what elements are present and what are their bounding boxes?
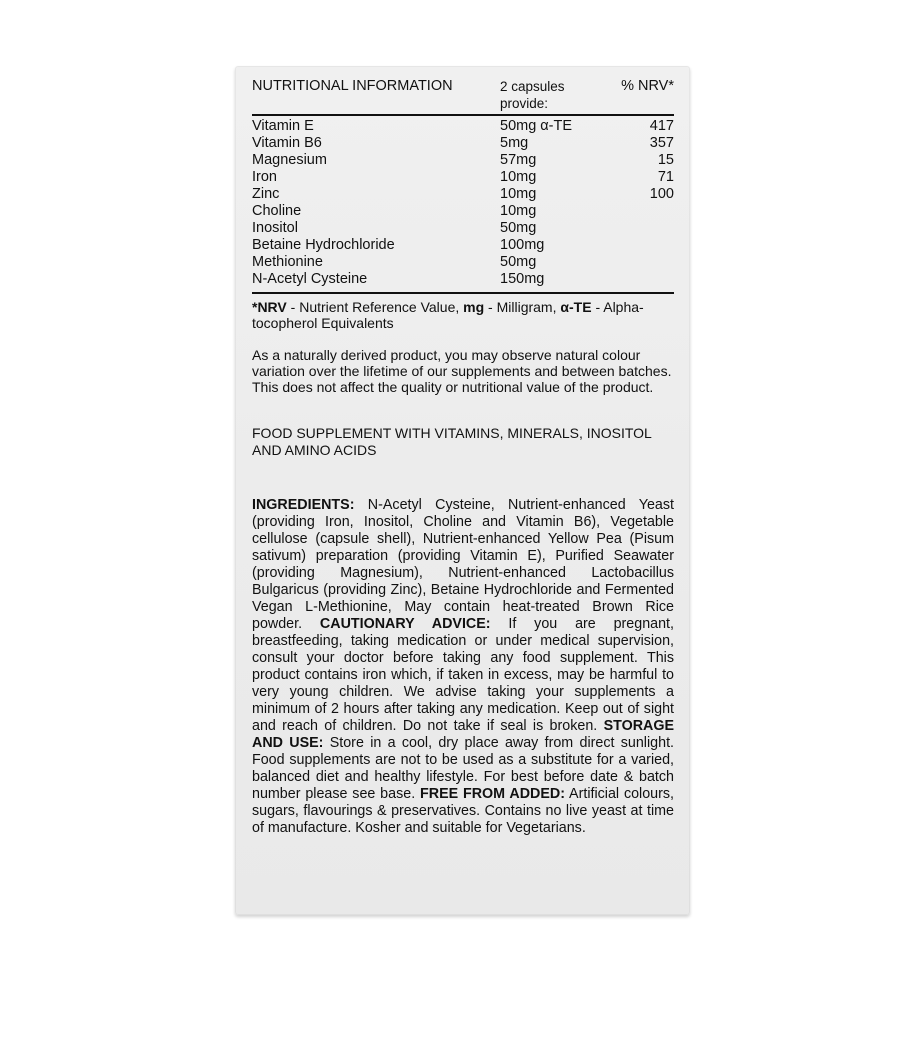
ingredients-block: INGREDIENTS: N-Acetyl Cysteine, Nutrient-enhanced Yeast (providing Iron, Inositol, Choline and Vitamin B6), Vegetable cellulose (capsule shell), Nutrient-enhanced Yellow Pea (Pisum sativum) preparation (providing Vitamin E), Purified Seawater (providing Magnesium), Nutrient-enhanced Lactobacillus Bulgaricus (providing Zinc), Betaine Hydrochloride and Fermented Vegan L-Methionine, May contain heat-treated Brown Rice powder. CAUTIONARY ADVICE: If you are pregnant, breastfeeding, taking medication or under medical supervision, consult your doctor before taking any food supplement. This product contains iron which, if taken in excess, may be harmful to very young children. We advise taking your supplements a minimum of 2 hours after taking any medication. Keep out of sight and reach of children. Do not take if seal is broken. STORAGE AND USE: Store in a cool, dry place away from direct sunlight. Food supplements are not to be used as a substitute for a varied, balanced diet and healthy lifestyle. For best before date & batch number please see base. FREE FROM ADDED: Artificial colours, sugars, flavourings & preservatives. Contains no live yeast at time of manufacture. Kosher and suitable for Vegetarians. — [252, 497, 675, 836]
table-row: Zinc 10mg 100 — [252, 186, 674, 202]
ingredients-heading: INGREDIENTS: — [252, 497, 355, 513]
table-row: N-Acetyl Cysteine 150mg — [252, 271, 545, 287]
nutrition-table-header — [252, 78, 674, 116]
nutrition-table-body — [252, 116, 674, 294]
table-row: Inositol 50mg — [252, 220, 537, 236]
label-content — [252, 78, 674, 837]
table-row: Betaine Hydrochloride 100mg — [252, 237, 545, 253]
colour-variation-note: As a naturally derived product, you may observe natural colour variation over the lifetime of our supplements and between batches. This does not affect the quality or nutritional value of the product. — [252, 347, 672, 395]
table-row: Vitamin B6 5mg 357 — [252, 135, 674, 151]
caution-heading: CAUTIONARY ADVICE: — [319, 616, 491, 632]
table-row: Methionine 50mg — [252, 254, 537, 270]
nrv-footnote: *NRV - Nutrient Reference Value, mg - Milligram, α-TE - Alpha-tocopherol Equivalents — [252, 299, 644, 331]
table-row: Iron 10mg 71 — [252, 169, 674, 185]
supplement-box-label — [235, 66, 690, 915]
header-nrv: % NRV* — [621, 78, 674, 94]
table-row: Magnesium 57mg 15 — [252, 152, 674, 168]
product-description-title: FOOD SUPPLEMENT WITH VITAMINS, MINERALS, INOSITOL AND AMINO ACIDS — [252, 425, 652, 458]
header-nutritional-information: NUTRITIONAL INFORMATION — [252, 78, 453, 94]
free-from-heading: FREE FROM ADDED: — [420, 786, 565, 802]
storage-heading: STORAGE AND USE: — [252, 718, 674, 751]
table-row: Choline 10mg — [252, 203, 537, 219]
table-row: Vitamin E 50mg α-TE 417 — [252, 118, 674, 134]
header-capsules-provide: 2 capsules provide: — [500, 79, 565, 111]
